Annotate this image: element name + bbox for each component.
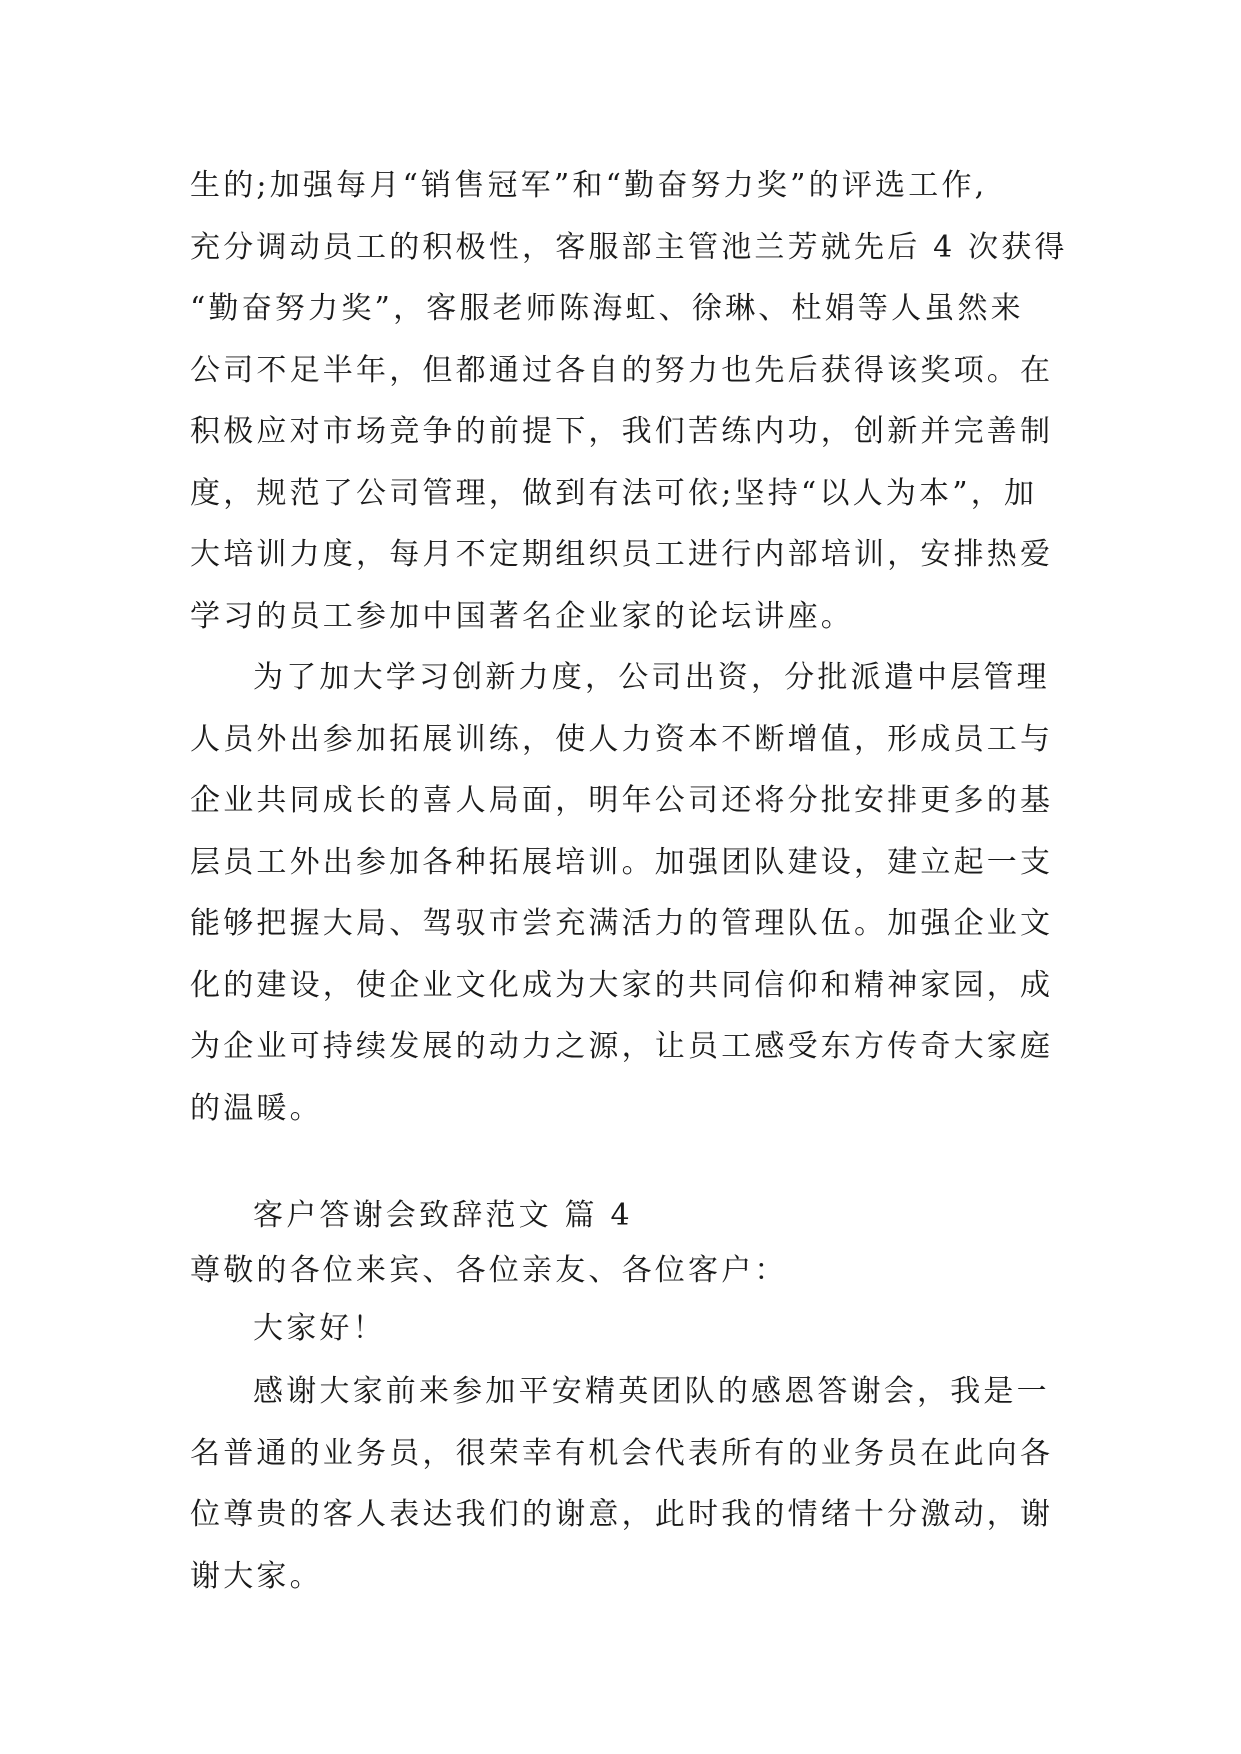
greeting: 大家好！: [253, 1311, 386, 1346]
paragraph-2-line-4: 层员工外出参加各种拓展培训。加强团队建设，建立起一支: [190, 845, 1054, 880]
section-heading: 客户答谢会致辞范文 篇 4: [253, 1198, 633, 1233]
paragraph-2-line-7: 为企业可持续发展的动力之源，让员工感受东方传奇大家庭: [190, 1029, 1054, 1064]
paragraph-2-line-8: 的温暖。: [190, 1091, 323, 1126]
paragraph-1-line-7: 大培训力度，每月不定期组织员工进行内部培训，安排热爱: [190, 537, 1054, 572]
paragraph-2-line-3: 企业共同成长的喜人局面，明年公司还将分批安排更多的基: [190, 783, 1054, 818]
paragraph-2-line-2: 人员外出参加拓展训练，使人力资本不断增值，形成员工与: [190, 722, 1054, 757]
paragraph-2-line-6: 化的建设，使企业文化成为大家的共同信仰和精神家园，成: [190, 968, 1054, 1003]
paragraph-3-line-3: 位尊贵的客人表达我们的谢意，此时我的情绪十分激动，谢: [190, 1497, 1054, 1532]
paragraph-1-line-6: 度，规范了公司管理，做到有法可依;坚持“以人为本”，加: [190, 476, 1038, 511]
paragraph-1-line-2: 充分调动员工的积极性，客服部主管池兰芳就先后 4 次获得: [190, 230, 1068, 265]
paragraph-1-line-3: “勤奋努力奖”，客服老师陈海虹、徐琳、杜娟等人虽然来: [190, 291, 1024, 326]
paragraph-1-line-1: 生的;加强每月“销售冠军”和“勤奋努力奖”的评选工作,: [190, 168, 988, 203]
paragraph-1-line-5: 积极应对市场竞争的前提下，我们苦练内功，创新并完善制: [190, 414, 1054, 449]
paragraph-1-line-4: 公司不足半年，但都通过各自的努力也先后获得该奖项。在: [190, 353, 1054, 388]
paragraph-3-line-2: 名普通的业务员，很荣幸有机会代表所有的业务员在此向各: [190, 1436, 1054, 1471]
paragraph-2-line-1: 为了加大学习创新力度，公司出资，分批派遣中层管理: [253, 660, 1050, 695]
salutation: 尊敬的各位来宾、各位亲友、各位客户：: [190, 1253, 788, 1288]
paragraph-2-line-5: 能够把握大局、驾驭市尝充满活力的管理队伍。加强企业文: [190, 906, 1054, 941]
paragraph-3-line-4: 谢大家。: [190, 1559, 323, 1594]
paragraph-1-line-8: 学习的员工参加中国著名企业家的论坛讲座。: [190, 599, 854, 634]
paragraph-3-line-1: 感谢大家前来参加平安精英团队的感恩答谢会，我是一: [253, 1374, 1050, 1409]
